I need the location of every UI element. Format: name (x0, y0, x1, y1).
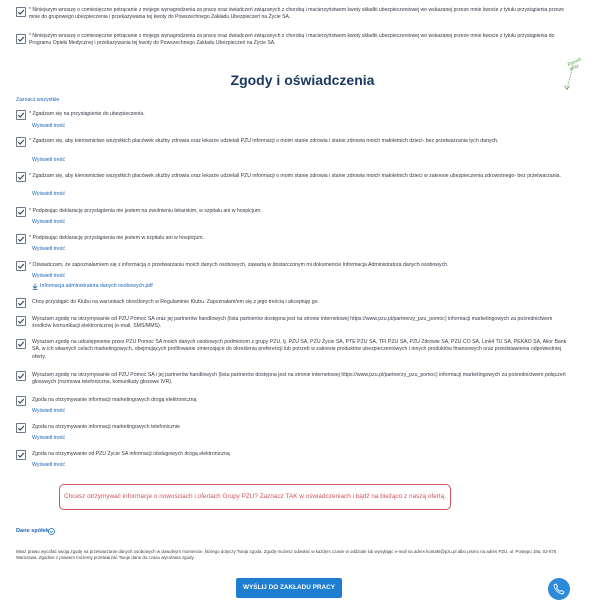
consent-checkbox[interactable] (16, 450, 26, 460)
consent-checkbox[interactable] (16, 423, 26, 433)
pdf-download-link[interactable]: Informacja administratora danych osobowych.pdf (40, 283, 153, 289)
check-icon (17, 235, 25, 243)
show-content-link[interactable]: Wyświetl treść (32, 219, 66, 225)
check-icon (17, 8, 25, 16)
check-icon (17, 173, 25, 181)
check-icon (17, 317, 25, 325)
check-icon (17, 340, 25, 348)
marketing-alert-text: Chcesz otrzymywać informacje o nowościach i ofertach Grupy PZU? Zaznacz TAK w oświadczeniach i bądź na bieżąco z naszą ofertą. (64, 493, 446, 500)
show-content-link[interactable]: Wyświetl treść (32, 157, 66, 163)
consent-text: Wyrażam zgodę na otrzymywanie od PZU Pomoc SA i jej partnerów handlowych (lista partnerów dostępna jest na stronie internetowej https://www.pzu.pl/partnerzy_pzu_pomoc) informacji marketingowych za pośrednictwem połączeń głosowych (rozmowa telefoniczna, komunikaty głosowe IVR). (32, 372, 566, 386)
show-content-link[interactable]: Wyświetl treść (32, 462, 66, 468)
legal-footnote: Masz prawo wycofać swoją zgodę na przetwarzanie danych osobowych w dowolnym momencie, którego dotyczy Twoja zgoda. Zgodę możesz odwołać w każdym czasie w oddziale lub wysyłając e-mail na adres kontakt@pzu.pl albo pismo na adres PZU, ul. Postępu 18a, 02-676 Warszawa. Zgodnie z prawem możemy przetwarzać Twoje dane do czasu wycofania zgody. (16, 549, 557, 561)
top-consent-text: * Niniejszym wnoszę o comiesięczne potrącanie z mojego wynagrodzenia za pracę oraz świadczeń związanych z chorobą i macierzyństwem kwoty składki ubezpieczeniowej we wskazanej przeze mnie kwocie z tytułu przystąpienia do Programu Opieki Medycznej i przekazywania tej kwoty do Powszechnego Zakładu Ubezpieczeń na Życie SA. (29, 33, 555, 47)
submit-button[interactable]: WYŚLIJ DO ZAKŁADU PRACY (236, 578, 342, 598)
hint-note: Rozwiń teraz (566, 56, 582, 72)
consent-text: Wyrażam zgodę na otrzymywanie od PZU Pomoc SA oraz jej partnerów handlowych (lista partnerów dostępna jest na stronie internetowej https://www.pzu.pl/partnerzy_pzu_pomoc) informacji marketingowych za pośrednictwem środków komunikacji elektronicznej (e-mail, SMS/MMS). (32, 316, 553, 330)
consent-checkbox[interactable] (16, 298, 26, 308)
marketing-alert (59, 484, 451, 510)
top-consent-checkbox[interactable] (16, 34, 26, 44)
consent-checkbox[interactable] (16, 339, 26, 349)
consent-checkbox[interactable] (16, 137, 26, 147)
check-icon (17, 262, 25, 270)
check-icon (17, 208, 25, 216)
check-icon (17, 299, 25, 307)
check-icon (17, 372, 25, 380)
consent-checkbox[interactable] (16, 396, 26, 406)
top-consent-checkbox[interactable] (16, 7, 26, 17)
show-content-link[interactable]: Wyświetl treść (32, 123, 66, 129)
consent-text: * Zgadzam się na przystąpienie do ubezpieczenia. (29, 111, 145, 117)
consent-text: Zgoda na otrzymywanie informacji marketingowych telefonicznie (32, 424, 180, 430)
consent-text: * Oświadczam, że zapoznałam/em się z informacją o przetwarzaniu moich danych osobowych, zawartą w dostarczonym mi dokumencie Informacja Administratora danych osobowych. (29, 262, 449, 268)
check-icon (17, 451, 25, 459)
consent-checkbox[interactable] (16, 261, 26, 271)
check-icon (17, 138, 25, 146)
check-icon (17, 111, 25, 119)
check-icon (17, 397, 25, 405)
consent-text: Zgoda na otrzymywanie od PZU Życie SA informacji obsługowych drogą elektroniczną (32, 451, 230, 457)
show-content-link[interactable]: Wyświetl treść (32, 408, 66, 414)
consent-text: * Podpisując deklarację przystąpienia nie jestem na zwolnieniu lekarskim, w szpitalu ani w hospicjum. (29, 208, 262, 214)
page-title: Zgody i oświadczenia (230, 72, 375, 88)
show-content-link[interactable]: Wyświetl treść (32, 435, 66, 441)
download-icon (32, 283, 38, 290)
consent-text: Wyrażam zgodę na udostępnienie przez PZU Pomoc SA moich danych osobowych podmiotom z grupy PZU, tj. PZU SA, PZU Życie SA, PTE PZU SA, TFI PZU SA, PZU Zdrowie SA, PZU CO SA, Link4 TU SA, PEKAO SA, Alior Bank SA, w ich własnych celach marketingowych, obejmujących profilowanie zmierzające do określenia preferencji lub potrzeb w zakresie produktów ubezpieczeniowych i innych produktów finansowych oraz przedstawienia odpowiedniej oferty. (32, 339, 567, 360)
phone-icon (553, 583, 565, 595)
consent-text: Zgoda na otrzymywanie informacji marketingowych drogą elektroniczną (32, 397, 197, 403)
consent-text: * Zgadzam się, aby kierownictwo wszystkich placówek służby zdrowia oraz lekarze udzielali PZU informacji o moim stanie zdrowia i stanie zdrowia moich małoletnich dzieci w zakresie ubezpieczenia zdrowotnego- bez przetwarzania. (29, 173, 561, 179)
consent-checkbox[interactable] (16, 316, 26, 326)
consent-checkbox[interactable] (16, 110, 26, 120)
check-icon (17, 424, 25, 432)
show-content-link[interactable]: Wyświetl treść (32, 246, 66, 252)
info-circle-icon[interactable] (48, 528, 55, 535)
consent-checkbox[interactable] (16, 172, 26, 182)
consent-text: Chcę przystąpić do Klubu na warunkach określonych w Regulaminie Klubu. Zapoznałam/em się z jego treścią i akceptuję go. (32, 299, 319, 305)
select-all-link[interactable]: Zaznacz wszystkie (16, 97, 60, 103)
consent-checkbox[interactable] (16, 234, 26, 244)
phone-contact-button[interactable] (548, 578, 570, 600)
consent-text: * Zgadzam się, aby kierownictwo wszystkich placówek służby zdrowia oraz lekarze udzielali PZU informacji o moim stanie zdrowia i stanie zdrowia moich małoletnich dzieci- bez przetwarzania tych danych. (29, 138, 499, 144)
show-content-link[interactable]: Wyświetl treść (32, 191, 66, 197)
top-consent-text: * Niniejszym wnoszę o comiesięczne potrącanie z mojego wynagrodzenia za pracę oraz świadczeń związanych z chorobą i macierzyństwem kwoty składki ubezpieczeniowej we wskazanej przeze mnie kwocie z tytułu przystąpienia przeze mnie do grupowego ubezpieczenia i przekazywania tej kwoty do Powszechnego Zakładu Ubezpieczeń na Życie SA. (29, 7, 565, 21)
show-content-link[interactable]: Wyświetl treść (32, 273, 66, 279)
check-icon (17, 35, 25, 43)
consent-checkbox[interactable] (16, 371, 26, 381)
company-data-toggle[interactable]: Dane spółek (16, 528, 49, 534)
consent-text: * Podpisując deklarację przystąpienia nie jestem w szpitalu ani w hospicjum. (29, 235, 205, 241)
consent-checkbox[interactable] (16, 207, 26, 217)
